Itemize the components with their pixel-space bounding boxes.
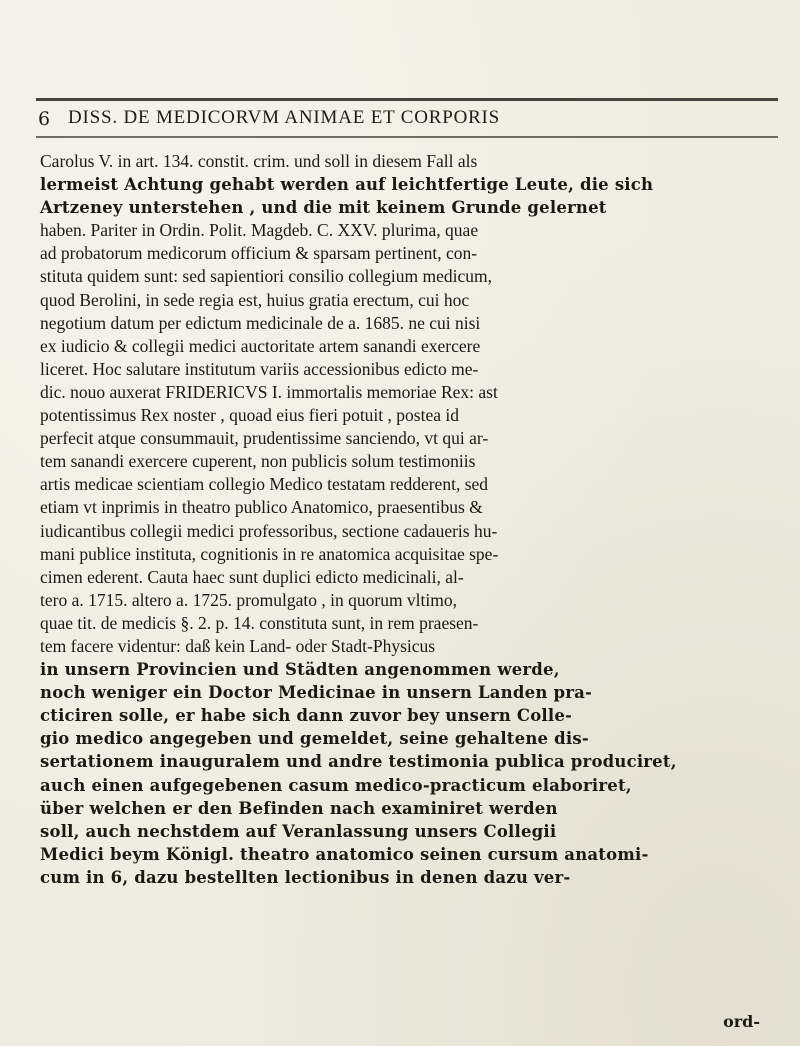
text-line: potentissimus Rex noster , quoad eius fieri potuit , postea id [40, 405, 459, 426]
text-line: cum in 6, dazu bestellten lectionibus in denen dazu ver- [40, 867, 571, 887]
running-title: DISS. DE MEDICORVM ANIMAE ET CORPORIS [68, 107, 501, 128]
text-line: tem facere videntur: daß kein Land- oder Stadt-Physicus [40, 635, 436, 656]
text-line: quod Berolini, in sede regia est, huius gratia erectum, cui hoc [40, 289, 470, 310]
body-text [40, 150, 770, 889]
text-line: Medici beym Königl. theatro anatomico seinen cursum anatomi- [40, 844, 649, 864]
text-line: Carolus V. in art. 134. constit. crim. und soll in diesem Fall als [40, 151, 478, 171]
text-line: mani publice instituta, cognitionis in re anatomica acquisitae spe- [40, 543, 499, 564]
text-line: quae tit. de medicis §. 2. p. 14. constituta sunt, in rem praesen- [40, 612, 479, 633]
text-line: lermeist Achtung gehabt werden auf leichtfertige Leute, die sich [40, 175, 654, 195]
text-line: liceret. Hoc salutare institutum variis accessionibus edicto me- [40, 358, 479, 379]
text-line: ad probatorum medicorum officium & sparsam pertinent, con- [40, 243, 478, 264]
page-header [36, 98, 778, 142]
header-top-rule [36, 98, 778, 101]
text-line: cticiren solle, er habe sich dann zuvor bey unsern Colle- [40, 706, 573, 726]
text-line: dic. nouo auxerat FRIDERICVS I. immortalis memoriae Rex: ast [40, 381, 498, 402]
text-line: cimen ederent. Cauta haec sunt duplici edicto medicinali, al- [40, 566, 464, 587]
page-number: 6 [38, 108, 51, 130]
text-line: haben. Pariter in Ordin. Polit. Magdeb. C. XXV. plurima, quae [40, 220, 479, 241]
text-line: sertationem inauguralem und andre testimonia publica produciret, [40, 752, 677, 772]
catchword: ord- [723, 1012, 760, 1031]
text-line: etiam vt inprimis in theatro publico Anatomico, praesentibus & [40, 497, 483, 518]
text-line: artis medicae scientiam collegio Medico testatam redderent, sed [40, 474, 489, 495]
text-line: in unsern Provincien und Städten angenommen werde, [40, 660, 560, 680]
text-line: negotium datum per edictum medicinale de a. 1685. ne cui nisi [40, 312, 481, 333]
text-line: soll, auch nechstdem auf Veranlassung unsers Collegii [40, 821, 557, 841]
text-line: ex iudicio & collegii medici auctoritate artem sanandi exercere [40, 335, 481, 356]
text-line: stituta quidem sunt: sed sapientiori consilio collegium medicum, [40, 266, 493, 287]
text-line: tero a. 1715. altero a. 1725. promulgato , in quorum vltimo, [40, 589, 458, 610]
text-line: noch weniger ein Doctor Medicinae in unsern Landen pra- [40, 683, 593, 703]
text-line: Artzeney unterstehen , und die mit keinem Grunde gelernet [40, 198, 607, 218]
text-line: über welchen er den Befinden nach examiniret werden [40, 798, 558, 818]
text-line: auch einen aufgegebenen casum medico-practicum elaboriret, [40, 775, 632, 795]
text-line: gio medico angegeben und gemeldet, seine gehaltene dis- [40, 729, 589, 749]
text-line: iudicantibus collegii medici professoribus, sectione cadaueris hu- [40, 520, 498, 541]
header-bottom-rule [36, 136, 778, 138]
text-line: perfecit atque consummauit, prudentissime sanciendo, vt qui ar- [40, 428, 489, 449]
text-line: tem sanandi exercere cuperent, non publicis solum testimoniis [40, 451, 476, 472]
